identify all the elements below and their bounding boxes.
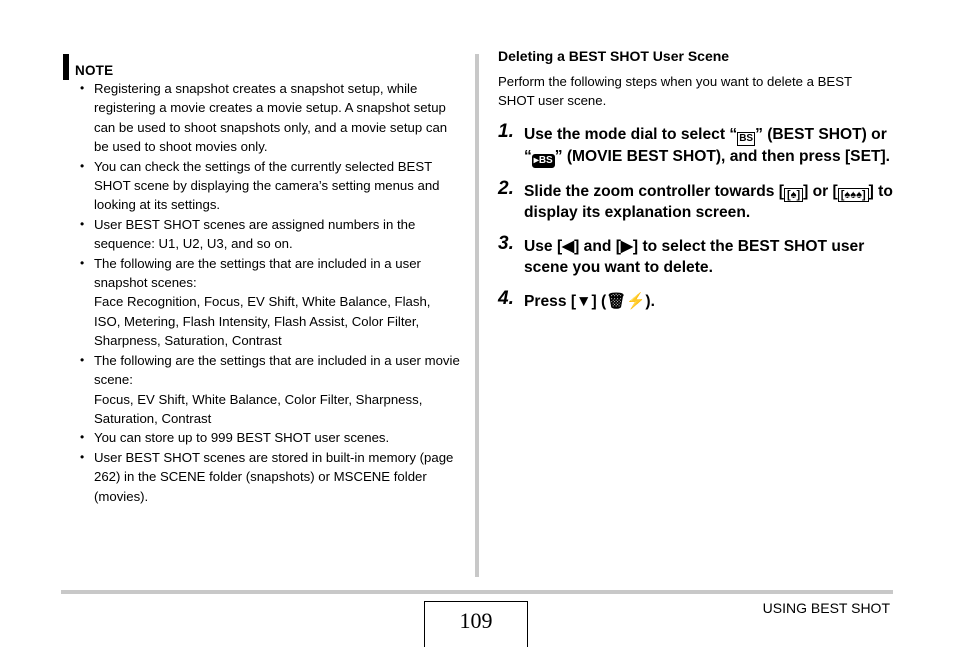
- note-item: • You can store up to 999 BEST SHOT user scenes.: [76, 428, 460, 447]
- note-item: • Registering a snapshot creates a snapshot setup, while registering a movie creates a movie setup. A snapshot setup can be used to shoot snapshots only, and a movie setup can be used to shoot movies only.: [76, 79, 460, 157]
- left-arrow-icon: ◀: [562, 238, 575, 255]
- page-number: 109: [424, 601, 528, 647]
- right-arrow-icon: ▶: [620, 238, 633, 255]
- zoom-tele-icon: [♠]: [784, 188, 803, 202]
- note-item: • User BEST SHOT scenes are stored in built-in memory (page 262) in the SCENE folder (snapshots) or MSCENE folder (movies).: [76, 448, 460, 506]
- trash-flash-icon: 🗑⚡: [606, 293, 646, 310]
- note-marker-bar: [63, 54, 69, 80]
- bs-mode-icon: BS: [739, 133, 754, 144]
- step-number: 3.: [498, 233, 514, 254]
- step-item: 2. Slide the zoom controller towards [ [♠] ] or [ [♠♠♠] ] to display its explanation screen.: [498, 178, 893, 221]
- step-list: [498, 121, 898, 325]
- note-item-detail: Focus, EV Shift, White Balance, Color Filter, Sharpness, Saturation, Contrast: [94, 391, 423, 426]
- movie-bs-mode-icon: ▸BS: [533, 155, 553, 166]
- note-list: [76, 79, 460, 506]
- step-item: 4. Press [▼] (🗑⚡).: [498, 288, 655, 310]
- column-divider: [475, 54, 479, 577]
- down-arrow-icon: ▼: [576, 293, 592, 310]
- step-number: 1.: [498, 121, 514, 142]
- step-number: 2.: [498, 178, 514, 199]
- step-item: 3. Use [◀] and [▶] to select the BEST SHOT user scene you want to delete.: [498, 233, 865, 276]
- section-label: USING BEST SHOT: [762, 600, 890, 616]
- note-item: • User BEST SHOT scenes are assigned numbers in the sequence: U1, U2, U3, and so on.: [76, 215, 460, 254]
- note-label: NOTE: [75, 63, 114, 78]
- note-item-detail: Face Recognition, Focus, EV Shift, White Balance, Flash, ISO, Metering, Flash Intensity, Flash Assist, Color Filter, Sharpness, Saturation, Contrast: [94, 294, 431, 349]
- section-intro: Perform the following steps when you want to delete a BEST SHOT user scene.: [498, 74, 852, 109]
- note-item: • You can check the settings of the currently selected BEST SHOT scene by displaying the camera’s setting menus and looking at its settings.: [76, 157, 460, 215]
- section-heading: Deleting a BEST SHOT User Scene: [498, 48, 730, 64]
- step-number: 4.: [498, 288, 514, 309]
- note-item: • The following are the settings that are included in a user snapshot scenes: Face Recognition, Focus, EV Shift, White Balance, Flash, ISO, Metering, Flash Intensity, Flash Assist, Color Filter, Sharpness, Saturation, Contrast: [76, 254, 460, 351]
- step-item: 1. Use the mode dial to select “ BS ” (BEST SHOT) or “ ▸BS ” (MOVIE BEST SHOT), and then press [SET].: [498, 121, 891, 166]
- note-item: • The following are the settings that are included in a user movie scene: Focus, EV Shift, White Balance, Color Filter, Sharpness, Saturation, Contrast: [76, 351, 460, 429]
- zoom-wide-icon: [♠♠♠]: [838, 188, 869, 202]
- footer-divider: [61, 590, 893, 594]
